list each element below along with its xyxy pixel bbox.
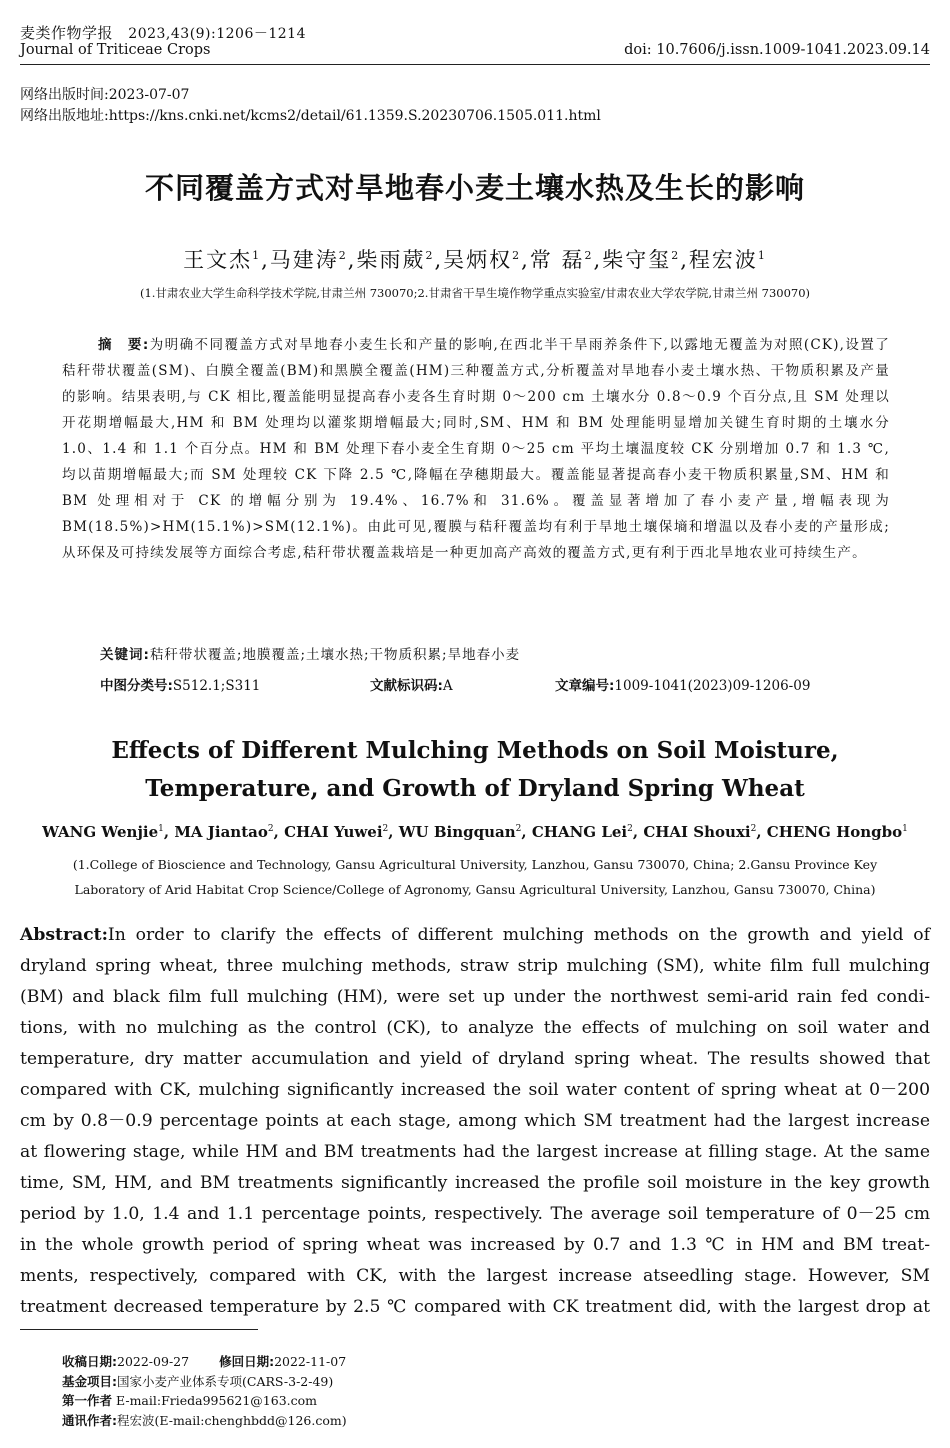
author-cn	[183, 248, 261, 272]
author-name: WANG Wenjie	[42, 823, 159, 841]
abstract-en-line: temperature, dry matter accumulation and yield of dryland spring wheat. The results showed that	[20, 1049, 930, 1069]
author-affil-sup: 2	[515, 824, 522, 834]
abstract-en-line	[20, 920, 930, 951]
author-affil-sup: 1	[757, 249, 767, 262]
author-name: 王文杰	[183, 248, 253, 272]
authors-cn: 王文杰$^1$,马建涛$^2$,柴雨葳$^2$,吴炳权$^2$,常 磊$^2$,柴守玺$^2$,程宏波$^1$	[183, 248, 767, 272]
abstract-en-line: ments, respectively, compared with CK, with the largest increase atseedling stage. However, SM	[20, 1266, 930, 1286]
title-en-line: Temperature, and Growth of Dryland Spring Wheat	[145, 775, 805, 802]
author-name: WU Bingquan	[398, 823, 516, 841]
author-name: 柴雨葳	[356, 248, 426, 272]
author-affil-sup: 2	[267, 824, 274, 834]
author-affil-sup: 1	[902, 824, 908, 834]
author-name: CHAI Yuwei	[284, 823, 383, 841]
journal-name-cn: 麦类作物学报	[20, 24, 114, 42]
journal-header	[20, 22, 306, 43]
footnotes	[62, 1352, 347, 1430]
online-time-label: 网络出版时间:	[20, 87, 109, 103]
author-en	[284, 823, 388, 841]
title-en	[0, 732, 950, 808]
author-en	[767, 823, 908, 841]
abstract-cn-label: 摘 要:	[98, 337, 150, 353]
authors-en: WANG Wenjie$^1$, MA Jiantao$^2$, CHAI Yuwei$^2$, WU Bingquan$^2$, CHANG Lei$^2$, CHAI Shouxi$^2$, CHENG Hongbo$^1$	[42, 823, 908, 841]
journal-name-en: Journal of Triticeae Crops	[20, 42, 211, 58]
abstract-cn	[62, 332, 890, 566]
fund-label: 基金项目:	[62, 1373, 117, 1389]
corresponding-author[interactable]: 程宏波(E-mail:chenghbdd@126.com)	[117, 1412, 347, 1428]
first-author-label: 第一作者	[62, 1393, 113, 1408]
received-date: 2022-09-27	[117, 1354, 190, 1369]
author-cn	[443, 248, 521, 272]
author-name: 程宏波	[688, 248, 758, 272]
keywords	[100, 643, 890, 663]
abstract-en-line: at flowering stage, while HM and BM treatments had the largest increase at filling stage. At the same	[20, 1142, 930, 1162]
footnote-divider	[20, 1329, 258, 1330]
author-affil-sup: 2	[382, 824, 389, 834]
author-name: CHAI Shouxi	[643, 823, 751, 841]
online-time: 2023-07-07	[108, 87, 190, 103]
footnote-first-author	[62, 1391, 347, 1411]
fund-text: 国家小麦产业体系专项(CARS-3-2-49)	[117, 1373, 334, 1389]
author-name: 常 磊	[529, 248, 585, 272]
keywords-text: 秸秆带状覆盖;地膜覆盖;土壤水热;干物质积累;旱地春小麦	[149, 647, 521, 663]
abstract-en-text: In order to clarify the effects of different mulching methods on the growth and yield of	[107, 925, 930, 945]
author-cn	[602, 248, 680, 272]
corresponding-label: 通讯作者:	[62, 1412, 117, 1428]
classification-row	[100, 674, 890, 694]
author-en	[643, 823, 756, 841]
abstract-en-line: dryland spring wheat, three mulching methods, straw strip mulching (SM), white film full mulching	[20, 956, 930, 976]
author-affil-sup: 2	[584, 249, 594, 262]
author-cn	[689, 248, 767, 272]
author-affil-sup: 1	[252, 249, 262, 262]
online-url[interactable]: https://kns.cnki.net/kcms2/detail/61.1359.S.20230706.1505.011.html	[108, 108, 601, 124]
author-en	[399, 823, 522, 841]
footnote-corresponding	[62, 1411, 347, 1431]
footnote-fund	[62, 1372, 347, 1392]
author-name: 吴炳权	[443, 248, 513, 272]
author-affil-sup: 1	[158, 824, 164, 834]
abstract-en-line: time, SM, HM, and BM treatments significantly increased the profile soil moisture in the key growth	[20, 1173, 930, 1193]
doi[interactable]: doi: 10.7606/j.issn.1009-1041.2023.09.14	[624, 42, 930, 58]
author-affil-sup: 2	[338, 249, 348, 262]
received-label: 收稿日期:	[62, 1354, 117, 1369]
header-divider	[20, 64, 930, 65]
affiliation-en-line: Laboratory of Arid Habitat Crop Science/College of Agronomy, Gansu Agricultural University, Lanzhou, Gansu 730070, China)	[74, 882, 876, 897]
first-author-email[interactable]: E-mail:Frieda995621@163.com	[116, 1393, 318, 1408]
revised-label: 修回日期:	[219, 1354, 275, 1369]
affiliation-en-line: (1.College of Bioscience and Technology, Gansu Agricultural University, Lanzhou, Gansu 730070, China; 2.Gansu Province Key	[72, 857, 878, 872]
clc-value: S512.1;S311	[172, 678, 261, 694]
doc-code-value: A	[442, 678, 453, 694]
abstract-en-line: compared with CK, mulching significantly increased the soil water content of spring wheat at 0－200	[20, 1080, 930, 1100]
author-name: MA Jiantao	[174, 823, 268, 841]
clc-label: 中图分类号:	[100, 678, 173, 694]
revised-date: 2022-11-07	[274, 1354, 347, 1369]
abstract-en-label: Abstract:	[20, 925, 108, 945]
author-affil-sup: 2	[671, 249, 681, 262]
abstract-en-line: period by 1.0, 1.4 and 1.1 percentage points, respectively. The average soil temperature of 0－25 cm	[20, 1204, 930, 1224]
author-affil-sup: 2	[425, 249, 435, 262]
author-cn	[270, 248, 348, 272]
abstract-en-line: tions, with no mulching as the control (CK), to analyze the effects of mulching on soil water and	[20, 1018, 930, 1038]
author-name: 马建涛	[269, 248, 339, 272]
author-name: 柴守玺	[602, 248, 672, 272]
abstract-en-line: treatment decreased temperature by 2.5 ℃ compared with CK treatment did, with the largest drop at	[20, 1297, 930, 1317]
author-cn	[530, 248, 594, 272]
online-publication-info	[20, 85, 601, 127]
journal-issue: 2023,43(9):1206－1214	[128, 26, 306, 42]
author-en	[532, 823, 633, 841]
author-en	[174, 823, 273, 841]
abstract-en-line: (BM) and black film full mulching (HM), were set up under the northwest semi-arid rain fed condi-	[20, 987, 930, 1007]
author-name: CHANG Lei	[531, 823, 628, 841]
keywords-label: 关键词:	[100, 647, 150, 663]
online-url-label: 网络出版地址:	[20, 108, 109, 124]
abstract-en-line: in the whole growth period of spring wheat was increased by 0.7 and 1.3 ℃ in HM and BM treat-	[20, 1235, 930, 1255]
author-affil-sup: 2	[750, 824, 757, 834]
author-name: CHENG Hongbo	[766, 823, 903, 841]
author-en	[42, 823, 164, 841]
affiliation-cn: (1.甘肃农业大学生命科学技术学院,甘肃兰州 730070;2.甘肃省干旱生境作物学重点实验室/甘肃农业大学农学院,甘肃兰州 730070)	[139, 286, 811, 300]
abstract-en	[20, 920, 930, 1323]
article-no-value: 1009-1041(2023)09-1206-09	[614, 678, 811, 694]
title-en-line: Effects of Different Mulching Methods on Soil Moisture,	[111, 737, 839, 764]
abstract-cn-text: 为明确不同覆盖方式对旱地春小麦生长和产量的影响,在西北半干旱雨养条件下,以露地无覆盖为对照(CK),设置了秸秆带状覆盖(SM)、白膜全覆盖(BM)和黑膜全覆盖(HM)三种覆盖方式,分析覆盖对旱地春小麦土壤水热、干物质积累及产量的影响。结果表明,与 CK 相比,覆盖能明显提高春小麦各生育时期 0～200 cm 土壤水分 0.8～0.9 个百分点,且 SM 处理以开花期增幅最大,HM 和 BM 处理均以灌浆期增幅最大;同时,SM、HM 和 BM 处理能明显增加关键生育时期的土壤水分 1.0、1.4 和 1.1 个百分点。HM 和 BM 处理下春小麦全生育期 0～25 cm 平均土壤温度较 CK 分别增加 0.7 和 1.3 ℃,均以苗期增幅最大;而 SM 处理较 CK 下降 2.5 ℃,降幅在孕穗期最大。覆盖能显著提高春小麦干物质积累量,SM、HM 和 BM 处理相对于 CK 的增幅分别为 19.4%、16.7%和 31.6%。覆盖显著增加了春小麦产量,增幅表现为 BM(18.5%)>HM(15.1%)>SM(12.1%)。由此可见,覆膜与秸秆覆盖均有利于旱地土壤保墒和增温以及春小麦的产量形成;从环保及可持续发展等方面综合考虑,秸秆带状覆盖栽培是一种更加高产高效的覆盖方式,更有利于西北旱地农业可持续生产。	[62, 337, 891, 561]
footnote-dates	[62, 1352, 347, 1372]
title-cn: 不同覆盖方式对旱地春小麦土壤水热及生长的影响	[144, 171, 805, 205]
author-cn	[356, 248, 434, 272]
abstract-en-line: cm by 0.8－0.9 percentage points at each stage, among which SM treatment had the largest increase	[20, 1111, 930, 1131]
doc-code-label: 文献标识码:	[370, 678, 443, 694]
journal-header-row	[20, 42, 930, 58]
author-affil-sup: 2	[512, 249, 522, 262]
affiliation-en	[30, 852, 920, 902]
article-no-label: 文章编号:	[555, 678, 615, 694]
author-affil-sup: 2	[627, 824, 633, 834]
